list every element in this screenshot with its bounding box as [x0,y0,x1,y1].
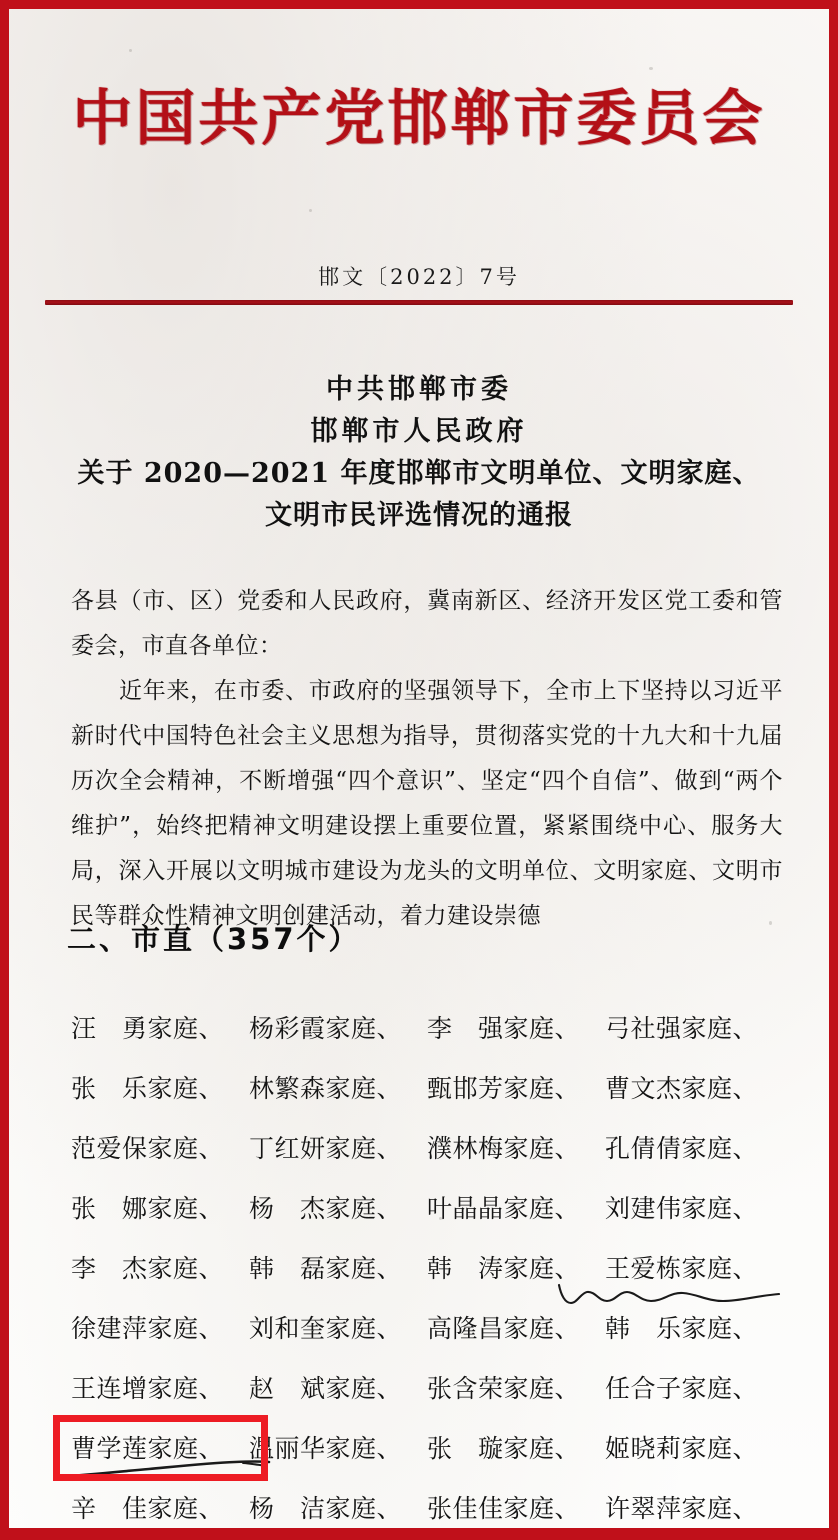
name-entry: 赵 斌家庭、 [249,1374,403,1403]
name-entry: 王连增家庭、 [71,1374,225,1403]
scan-speck [129,49,132,52]
page-border-bottom [0,1528,838,1540]
name-row [71,1359,795,1419]
name-entry: 辛 佳家庭、 [71,1494,225,1523]
paper-sheet [9,9,829,1528]
name-row [71,1419,795,1479]
section-heading: 二、市直（357个） [67,922,361,956]
salutation-paragraph: 各县（市、区）党委和人民政府，冀南新区、经济开发区党工委和管委会，市直各单位： [71,588,783,659]
name-entry: 孔倩倩家庭、 [605,1134,759,1163]
page-border-right [829,0,838,1540]
name-entry: 张含荣家庭、 [427,1374,581,1403]
name-entry: 高隆昌家庭、 [427,1314,581,1343]
name-entry: 姬晓莉家庭、 [605,1434,759,1463]
page-border-top [0,0,838,9]
scan-speck [649,67,653,70]
name-row [71,1239,795,1299]
name-entry-wavy-underlined: 王爱栋家庭、 [605,1254,759,1283]
name-entry: 弓社强家庭、 [605,1014,759,1043]
body-paragraph-1: 近年来，在市委、市政府的坚强领导下，全市上下坚持以习近平新时代中国特色社会主义思想为指导，贯彻落实党的十九大和十九届历次全会精神，不断增强“四个意识”、坚定“四个自信”、做到“两个维护”，始终把精神文明建设摆上重要位置，紧紧围绕中心、服务大局，深入开展以文明城市建设为龙头的文明单位、文明家庭、文明市民等群众性精神文明创建活动，着力建设崇德 [71,678,783,929]
name-row [71,999,795,1059]
name-row [71,1479,795,1528]
name-row [71,1179,795,1239]
name-entry: 张佳佳家庭、 [427,1494,581,1523]
title-line-issuer-2: 邯郸市人民政府 [310,416,528,447]
name-entry: 李 强家庭、 [427,1014,581,1043]
name-entry: 李 杰家庭、 [71,1254,225,1283]
masthead-title: 中国共产党邯郸市委员会 [72,84,766,154]
name-entry: 杨 杰家庭、 [249,1194,403,1223]
name-entry: 汪 勇家庭、 [71,1014,225,1043]
name-row [71,1059,795,1119]
name-entry: 徐建萍家庭、 [71,1314,225,1343]
name-entry: 杨 洁家庭、 [249,1494,403,1523]
name-entry: 刘建伟家庭、 [605,1194,759,1223]
title-block [9,369,829,537]
name-entry: 曹文杰家庭、 [605,1074,759,1103]
scan-speck [309,209,312,212]
name-entry: 张 乐家庭、 [71,1074,225,1103]
name-entry: 濮林梅家庭、 [427,1134,581,1163]
name-entry: 刘和奎家庭、 [249,1314,403,1343]
name-entry: 丁红妍家庭、 [249,1134,403,1163]
name-entry: 韩 涛家庭、 [427,1254,581,1283]
name-entry: 叶晶晶家庭、 [427,1194,581,1223]
title-line-subject-2: 文明市民评选情况的通报 [265,500,573,531]
name-entry: 范爱保家庭、 [71,1134,225,1163]
name-entry: 林繁森家庭、 [249,1074,403,1103]
title-line-issuer-1: 中共邯郸市委 [326,374,512,405]
title-line-subject-1: 关于 2020—2021 年度邯郸市文明单位、文明家庭、 [77,458,761,489]
name-entry: 张 璇家庭、 [427,1434,581,1463]
name-entry: 甄邯芳家庭、 [427,1074,581,1103]
body-text [71,579,783,939]
name-entry-highlighted: 曹学莲家庭、 [71,1434,225,1463]
name-entry: 杨彩霞家庭、 [249,1014,403,1043]
name-entry: 许翠萍家庭、 [605,1494,759,1523]
red-divider-rule [45,300,793,305]
name-row [71,1119,795,1179]
document-number: 邯文〔2022〕7号 [318,265,520,289]
name-entry: 韩 磊家庭、 [249,1254,403,1283]
name-entry: 张 娜家庭、 [71,1194,225,1223]
name-row [71,1299,795,1359]
name-entry: 任合子家庭、 [605,1374,759,1403]
name-entry: 韩 乐家庭、 [605,1314,759,1343]
page-border-left [0,0,9,1540]
name-entry: 温丽华家庭、 [249,1434,403,1463]
name-list [71,999,795,1528]
